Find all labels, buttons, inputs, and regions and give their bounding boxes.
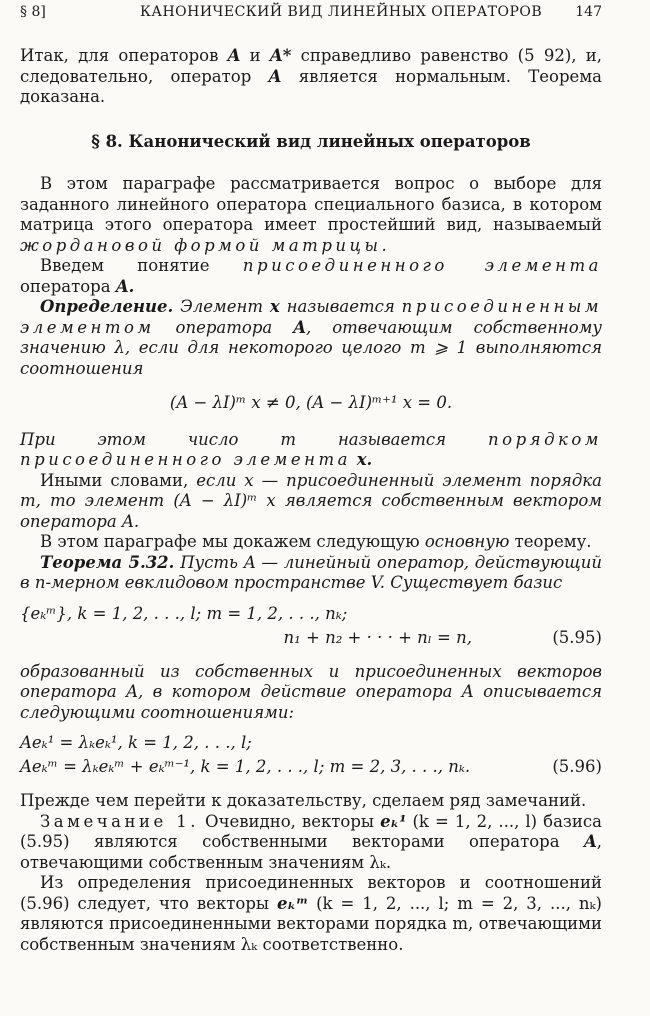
paragraph-3: При этом число m называется порядком присоединенного элемента x. <box>20 429 602 469</box>
paragraph-7: Прежде чем перейти к доказательству, сделаем ряд замечаний. <box>20 791 587 810</box>
equation-number-595: (5.95) <box>552 627 602 647</box>
basis-line: {eₖᵐ}, k = 1, 2, . . ., l; m = 1, 2, . . ., nₖ; <box>20 603 348 623</box>
paragraph-4: Иными словами, если x — присоединенный элемент порядка m, то элемент (A − λI)ᵐ x является собственным вектором оператора A. <box>20 470 603 531</box>
header-section: § 8] <box>20 4 46 20</box>
page-number: 147 <box>575 4 602 20</box>
equation-1: Aeₖ¹ = λₖeₖ¹, k = 1, 2, . . ., l; <box>20 733 252 752</box>
definition-label: Определение. <box>40 297 174 316</box>
remark-label: Замечание 1. <box>40 811 200 831</box>
definition: Определение. Элемент x называется присоединенным элементом оператора A, отвечающим собственному значению λ, если для некоторого целого m ⩾ 1 выполняются соотношения <box>20 297 602 378</box>
paragraph-2: Введем понятие присоединенного элемента оператора A. <box>20 256 602 296</box>
equation-596: Aeₖᵐ = λₖeₖᵐ + eₖᵐ⁻¹, k = 1, 2, . . ., l; m = 2, 3, . . ., nₖ. (5.96) <box>20 757 602 776</box>
paragraph-5: В этом параграфе мы докажем следующую основную теорему. <box>40 532 592 551</box>
paragraph-1: В этом параграфе рассматривается вопрос о выборе для заданного линейного оператора специального базиса, в котором матрица этого оператора имеет простейший вид, называемый жордановой формой матрицы. <box>20 174 602 255</box>
theorem-label: Теорема 5.32. <box>40 552 175 572</box>
intro-paragraph: Итак, для операторов A и A* справедливо равенство (5 92), и, следовательно, оператор A является нормальным. Теорема доказана. <box>20 46 602 106</box>
remark-1: Замечание 1. Очевидно, векторы eₖ¹ (k = 1, 2, ..., l) базиса (5.95) являются собственными векторами оператора A, отвечающими собственным значениям λₖ. <box>20 811 603 872</box>
page-body <box>20 46 602 955</box>
header-title: КАНОНИЧЕСКИЙ ВИД ЛИНЕЙНЫХ ОПЕРАТОРОВ <box>140 4 543 20</box>
paragraph-8: Из определения присоединенных векторов и соотношений (5.96) следует, что векторы eₖᵐ (k = 1, 2, ..., l; m = 2, 3, ..., nₖ) являются присоединенными векторами порядка m, отвечающими собственным значениям λₖ соответственно. <box>20 873 602 954</box>
running-header <box>20 4 602 26</box>
theorem: Теорема 5.32. Пусть A — линейный оператор, действующий в n-мерном евклидовом пространстве V. Существует базис <box>20 552 603 592</box>
equation-595: n₁ + n₂ + · · · + nₗ = n, (5.95) <box>283 627 602 647</box>
equation-number-596: (5.96) <box>552 757 602 776</box>
formula-adjoint: (A − λI)ᵐ x ≠ 0, (A − λI)ᵐ⁺¹ x = 0. <box>169 393 453 412</box>
paragraph-6: образованный из собственных и присоединенных векторов оператора A, в котором действие оператора A описывается следующими соотношениями: <box>20 661 602 722</box>
section-heading: § 8. Канонический вид линейных операторов <box>91 131 531 151</box>
